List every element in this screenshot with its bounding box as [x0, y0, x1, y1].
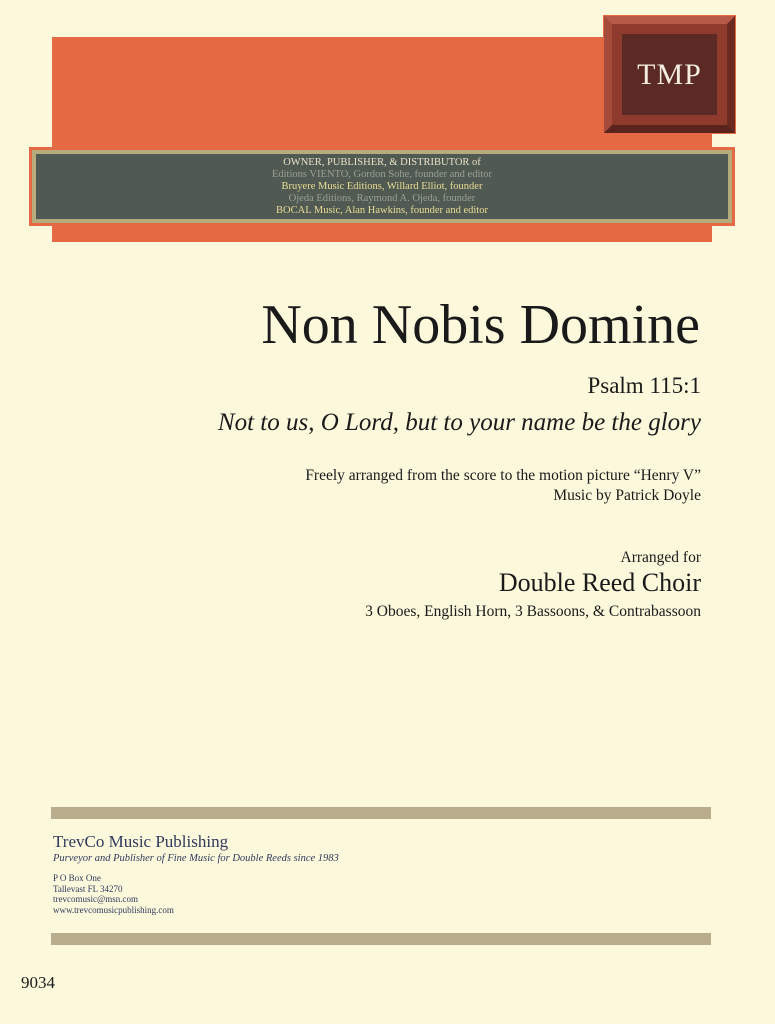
footer-top-rule	[51, 807, 711, 819]
tmp-logo	[604, 16, 735, 133]
publisher-info-line: OWNER, PUBLISHER, & DISTRIBUTOR of	[283, 156, 481, 168]
ensemble-name: Double Reed Choir	[498, 568, 701, 597]
instrumentation: 3 Oboes, English Horn, 3 Bassoons, & Contrabassoon	[365, 603, 701, 620]
footer-address	[53, 873, 174, 915]
tmp-logo-inner	[622, 34, 717, 115]
work-subtitle: Not to us, O Lord, but to your name be the glory	[217, 409, 701, 436]
work-title: Non Nobis Domine	[261, 294, 700, 356]
composer-credit: Music by Patrick Doyle	[553, 487, 701, 504]
publisher-info-frame	[29, 147, 735, 226]
address-email: trevcomusic@msn.com	[53, 894, 139, 904]
tmp-logo-text: TMP	[637, 57, 702, 91]
address-line: Tallevast FL 34270	[53, 883, 123, 894]
footer-publisher-tagline: Purveyor and Publisher of Fine Music for Double Reeds since 1983	[53, 853, 339, 864]
publisher-info-line: Ojeda Editions, Raymond A. Ojeda, founder	[288, 192, 476, 204]
publisher-info-border	[32, 150, 732, 223]
footer-bottom-rule	[51, 933, 711, 945]
publisher-info-box	[36, 154, 728, 219]
catalog-number: 9034	[21, 973, 55, 992]
address-website: www.trevcomusicpublishing.com	[53, 904, 174, 915]
publisher-info-line: Bruyere Music Editions, Willard Elliot, founder	[281, 180, 483, 192]
arranged-for-label: Arranged for	[620, 549, 701, 566]
publisher-info-line: Editions VIENTO, Gordon Sohe, founder and editor	[271, 168, 493, 180]
address-line: P O Box One	[53, 873, 101, 883]
arrangement-source: Freely arranged from the score to the motion picture “Henry V”	[305, 467, 701, 484]
footer-publisher-name: TrevCo Music Publishing	[53, 832, 229, 851]
psalm-reference: Psalm 115:1	[587, 373, 701, 398]
publisher-info-line: BOCAL Music, Alan Hawkins, founder and editor	[276, 204, 488, 216]
